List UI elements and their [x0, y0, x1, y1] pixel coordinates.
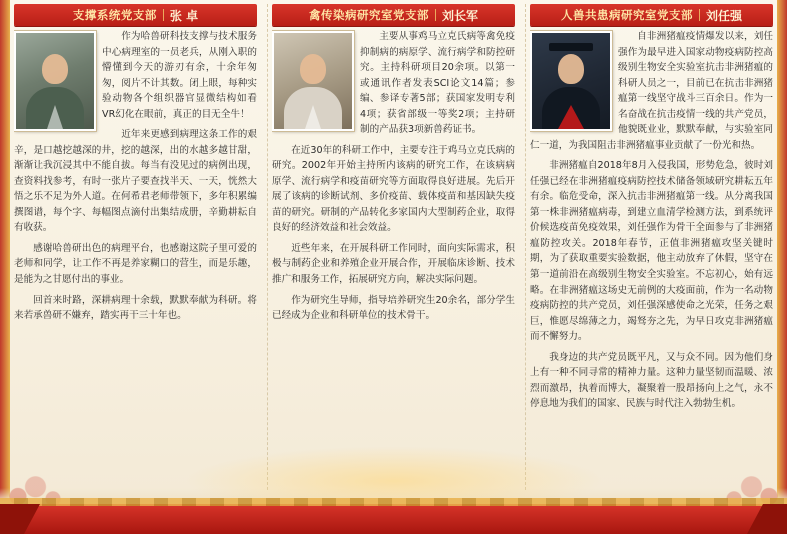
paragraph: 回首来时路，深耕病理十余载，默默奉献为科研。将来若承兽研不嫌弃，踏实再干三十年也。 [14, 294, 257, 322]
graduation-cap-icon [549, 43, 593, 51]
person-name: 张 卓 [169, 8, 199, 23]
paragraph: 近些年来，在开展科研工作同时，面向实际需求，积极与制药企业和养殖企业开展合作，开展临床诊断、技术推广和服务工作，拓展研究方向，解决实际问题。 [272, 242, 515, 285]
department-title: 禽传染病研究室党支部 [308, 8, 429, 22]
portrait-photo-graduation [530, 31, 612, 131]
paragraph: 我身边的共产党员既平凡，又与众不同。因为他们身上有一种不同寻常的精神力量。这种力量坚韧而温暖、浓烈而激昂，执着而博大，凝聚着一股昂扬向上之气，永不停息地为我们的国家、民族与时代注入勃勃生机。 [530, 351, 773, 410]
decorative-border-right [777, 0, 787, 534]
department-title: 支撑系统党支部 [72, 8, 157, 22]
portrait-photo [14, 31, 96, 131]
article-body-2 [272, 29, 515, 490]
decorative-border-left [0, 0, 10, 534]
article-column-2 [267, 4, 519, 490]
person-name: 刘任强 [705, 8, 742, 23]
paragraph: 非洲猪瘟自2018年8月入侵我国，形势危急，彼时刘任强已经在非洲猪瘟疫病防控技术储备领域研究耕耘五年有余。临危受命，深入抗击非洲猪瘟第一线。从分离我国第一株非洲猪瘟病毒，到建立血清学检测方法，到系统评价候选疫苗免疫效果，刘任强作为骨干全面参与了非洲猪瘟防控攻关。2018年春节，正值非洲猪瘟攻坚关键时期，为了获取重要实验数据，他主动放弃了休假，坚守在第一道前沿在高级别生物安全实验室。不忘初心，始有远略。在非洲猪瘟这场史无前例的大疫面前，作为一名动物疫病防控的共产党员，刘任强深感使命之光荣，任务之艰巨，惟愿尽绵薄之力，竭驽夯之先，为早日攻克非洲猪瘟而不懈努力。 [530, 160, 773, 343]
bottom-decoration-band [0, 488, 787, 534]
paragraph: 作为研究生导师，指导培养研究生20余名，部分学生已经成为企业和科研单位的技术骨干。 [272, 294, 515, 322]
column-header-3 [530, 4, 773, 26]
ribbon-fold-right [747, 504, 787, 534]
column-header-2 [272, 4, 515, 26]
header-separator [163, 9, 164, 21]
paragraph: 感谢哈兽研出色的病理平台，也感谢这院子里可爱的老师和同学，让工作不再是养家糊口的营生，而是乐趣，是能为之甘愿付出的事业。 [14, 242, 257, 285]
paragraph: 主要从事鸡马立克氏病等禽免疫抑制病的病原学、流行病学和防控研究。主持科研项目20余项。以第一或通讯作者发表SCI论文14篇；参编、参译专著5部；获国家发明专利4项；获省部级一等奖2项；主持研制的产品获3项新兽药证书。 [360, 31, 515, 136]
person-name: 刘长军 [441, 8, 478, 23]
header-separator [435, 9, 436, 21]
paragraph: 自非洲猪瘟疫情爆发以来，刘任强作为最早进入国家动物疫病防控高级别生物安全实验室抗击非洲猪瘟的科研人员之一，目前已在抗击非洲猪瘟第一线坚守战斗三百余日。作为一名奋战在抗击疫情一线的共产党员，他貌既业业，默默奉献，与实验室同仁一道，为我国阻击非洲猪瘟事业贡献了一份光和热。 [530, 31, 773, 151]
paragraph: 作为哈兽研科技支撑与技术服务中心病理室的一员老兵，从刚入职的懵懂到今天的游刃有余，十余年匆匆，阅片不计其数。闭上眼，每种实验动物各个组织器官显微结构如看VR幻化在眼前，真正的目无全牛！ [102, 31, 257, 120]
red-ribbon-banner [0, 504, 787, 534]
paragraph: 在近30年的科研工作中，主要专注于鸡马立克氏病的研究。2002年开始主持所内该病的研究工作，在该病病原学、流行病学和疫苗研究等方面取得良好进展。先后开展了该病的诊断试剂、多价疫苗、载体疫苗和基因缺失疫苗的研究。研制的产品转化多家国内大型制药企业，取得良好的经济效益和社会效益。 [272, 144, 515, 234]
portrait-face [42, 54, 68, 84]
article-body-1 [14, 29, 257, 490]
paragraph: 近年来更感到病理这条工作的艰辛，是口越挖越深的井，挖的越深，出的水越多越甘甜，渐渐让我沉浸其中不能自拔。每当有没见过的病例出现，查资料找参考，有时一张片子要查找半天、一天，恍然大悟之乐不足为外人道。在何希君老师带领下，多年积累编撰图谱，每个字、每幅图点滴付出集结成册，辛勤耕耘自有收获。 [14, 129, 257, 234]
portrait-photo [272, 31, 354, 131]
portrait-face [300, 54, 326, 84]
article-column-1 [10, 4, 261, 490]
article-columns [10, 4, 777, 490]
article-column-3 [525, 4, 777, 490]
portrait-face [558, 54, 584, 84]
ribbon-fold-left [0, 504, 40, 534]
header-separator [699, 9, 700, 21]
column-header-1 [14, 4, 257, 26]
article-body-3 [530, 29, 773, 490]
department-title: 人兽共患病研究室党支部 [560, 8, 693, 22]
